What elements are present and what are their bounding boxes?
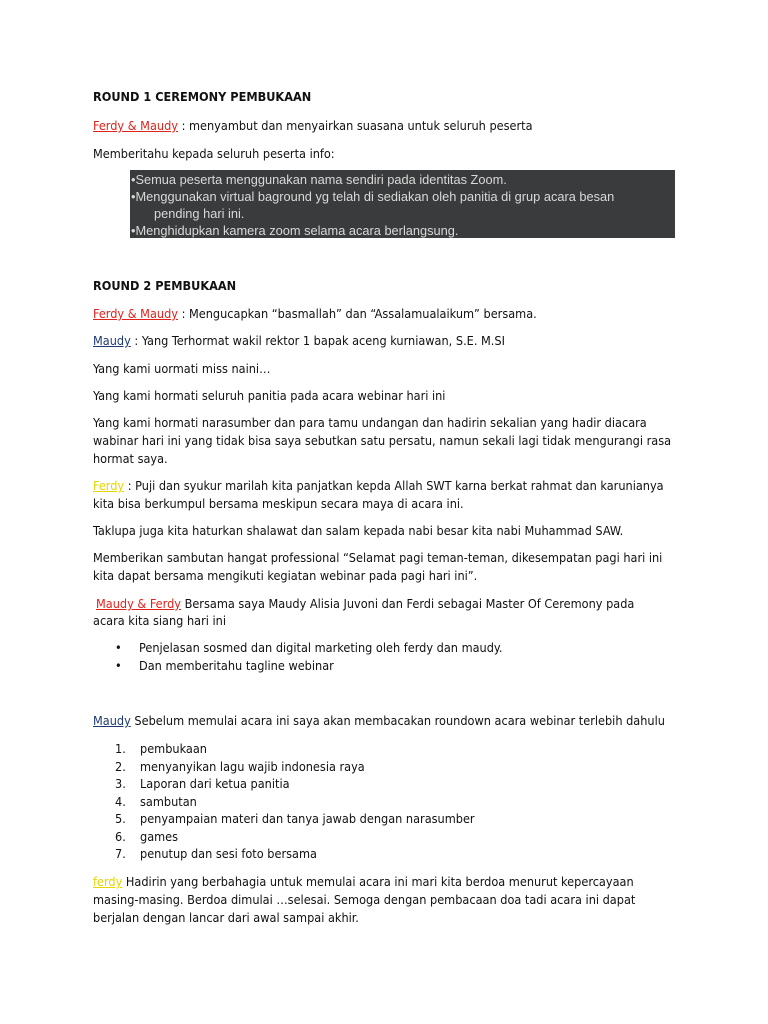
info-box <box>130 170 675 238</box>
round1-info-intro: Memberitahu kepada seluruh peserta info: <box>93 146 335 161</box>
paragraph-line: kita bisa berkumpul bersama meskipun secara maya di acara ini. <box>93 496 464 511</box>
paragraph-line: Yang kami hormati narasumber dan para tamu undangan dan hadirin sekalian yang hadir diacara <box>93 415 647 430</box>
speaker-ferdy: Ferdy <box>93 478 125 493</box>
paragraph-line: kita dapat bersama mengikuti kegiatan webinar pada pagi hari ini”. <box>93 568 478 583</box>
paragraph-line <box>93 477 664 495</box>
paragraph-text: : Puji dan syukur marilah kita panjatkan kepda Allah SWT karna berkat rahmat dan karunianya <box>124 478 664 493</box>
paragraph-line <box>93 873 634 891</box>
list-item: • Penjelasan sosmed dan digital marketing oleh ferdy dan maudy. <box>115 640 503 655</box>
speaker-ferdy-maudy: Ferdy & Maudy <box>93 118 178 133</box>
paragraph <box>93 712 665 730</box>
paragraph-line: Memberikan sambutan hangat professional “Selamat pagi teman-teman, dikesempatan pagi hari ini <box>93 550 663 565</box>
list-item: • Dan memberitahu tagline webinar <box>115 658 334 673</box>
round1-speaker-line <box>93 117 533 135</box>
list-item: 6. games <box>115 828 179 844</box>
list-item: 3. Laporan dari ketua panitia <box>115 776 290 791</box>
info-item-continuation: pending hari ini. <box>154 206 245 221</box>
speaker-maudy-ferdy: Maudy & Ferdy <box>96 596 181 611</box>
paragraph-text: Bersama saya Maudy Alisia Juvoni dan Ferdi sebagai Master Of Ceremony pada <box>180 596 635 611</box>
speaker-ferdy-maudy: Ferdy & Maudy <box>93 306 178 321</box>
bullet-icon: • <box>115 640 122 655</box>
info-item: •Semua peserta menggunakan nama sendiri pada identitas Zoom. <box>131 172 507 187</box>
speaker-maudy: Maudy <box>93 713 131 728</box>
paragraph-text: : Yang Terhormat wakil rektor 1 bapak aceng kurniawan, S.E. M.SI <box>130 333 505 348</box>
round1-speaker-text: : menyambut dan menyairkan suasana untuk seluruh peserta <box>177 118 533 133</box>
paragraph-line: masing-masing. Berdoa dimulai …selesai. Semoga dengan pembacaan doa tadi acara ini dapat <box>93 892 636 907</box>
paragraph: Yang kami hormati seluruh panitia pada acara webinar hari ini <box>93 388 446 403</box>
list-item: 5. penyampaian materi dan tanya jawab dengan narasumber <box>115 811 475 826</box>
list-item: 7. penutup dan sesi foto bersama <box>115 846 317 861</box>
list-item: 4. sambutan <box>115 793 197 809</box>
paragraph-text: Hadirin yang berbahagia untuk memulai acara ini mari kita berdoa menurut kepercayaan <box>122 874 634 889</box>
paragraph-line: berjalan dengan lancar dari awal sampai akhir. <box>93 910 359 925</box>
info-item: •Menghidupkan kamera zoom selama acara berlangsung. <box>131 223 459 238</box>
speaker-ferdy: ferdy <box>93 874 123 889</box>
info-item: •Menggunakan virtual baground yg telah di sediakan oleh panitia di grup acara besan <box>131 189 615 204</box>
paragraph: Taklupa juga kita haturkan shalawat dan salam kepada nabi besar kita nabi Muhammad SAW. <box>93 523 624 538</box>
paragraph-line: wabinar hari ini yang tidak bisa saya sebutkan satu persatu, namun sekali lagi tidak mengurangi rasa <box>93 433 672 448</box>
bullet-icon: • <box>115 658 122 673</box>
round2-heading: ROUND 2 PEMBUKAAN <box>93 278 237 293</box>
paragraph: Yang kami uormati miss naini… <box>93 361 271 376</box>
paragraph-text: Sebelum memulai acara ini saya akan membacakan roundown acara webinar terlebih dahulu <box>130 713 665 728</box>
paragraph <box>93 332 505 350</box>
paragraph-line: hormat saya. <box>93 451 168 466</box>
speaker-maudy: Maudy <box>93 333 131 348</box>
paragraph-line: acara kita siang hari ini <box>93 613 226 628</box>
list-item: 2. menyanyikan lagu wajib indonesia raya <box>115 758 365 774</box>
list-item: 1. pembukaan <box>115 741 207 756</box>
paragraph-line <box>96 595 634 613</box>
round1-heading: ROUND 1 CEREMONY PEMBUKAAN <box>93 89 312 104</box>
paragraph <box>93 305 537 323</box>
paragraph-text: : Mengucapkan “basmallah” dan “Assalamualaikum” bersama. <box>177 306 537 321</box>
